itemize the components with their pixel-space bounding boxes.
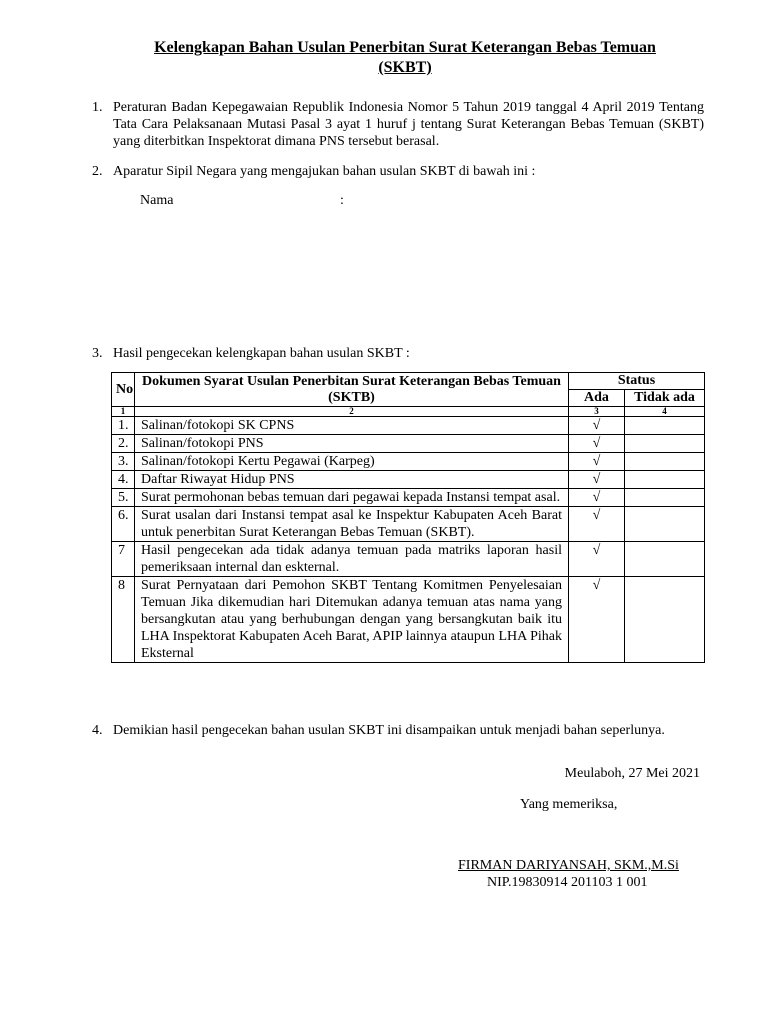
list-item-2 — [92, 163, 704, 180]
list-item-text: Hasil pengecekan kelengkapan bahan usulan SKBT : — [113, 346, 410, 361]
examiner-label: Yang memeriksa, — [520, 797, 618, 812]
row-document: Hasil pengecekan ada tidak adanya temuan pada matriks laporan hasil pemeriksaan internal dan eskternal. — [135, 542, 569, 577]
table-row — [112, 507, 705, 542]
index-cell: 2 — [135, 407, 569, 417]
table-row — [112, 471, 705, 489]
list-item-4 — [92, 721, 704, 740]
table-row — [112, 417, 705, 435]
row-tidak-ada — [624, 507, 704, 542]
table-row — [112, 489, 705, 507]
row-ada: √ — [568, 417, 624, 435]
row-number: 7 — [112, 542, 135, 577]
row-tidak-ada — [624, 417, 704, 435]
index-cell: 3 — [568, 407, 624, 417]
row-number: 6. — [112, 507, 135, 542]
row-document: Daftar Riwayat Hidup PNS — [135, 471, 569, 489]
row-document: Surat permohonan bebas temuan dari pegawai kepada Instansi tempat asal. — [135, 489, 569, 507]
row-tidak-ada — [624, 577, 704, 663]
header-status: Status — [568, 373, 704, 390]
nama-label: Nama — [140, 193, 174, 208]
table-row — [112, 435, 705, 453]
table-row — [112, 453, 705, 471]
row-ada: √ — [568, 489, 624, 507]
title-line-2: (SKBT) — [378, 59, 432, 76]
row-tidak-ada — [624, 489, 704, 507]
row-number: 5. — [112, 489, 135, 507]
list-item-text: Aparatur Sipil Negara yang mengajukan bahan usulan SKBT di bawah ini : — [113, 164, 536, 179]
row-ada: √ — [568, 453, 624, 471]
table-row — [112, 577, 705, 663]
place-date: Meulaboh, 27 Mei 2021 — [564, 766, 700, 781]
index-cell: 4 — [624, 407, 704, 417]
title-line-1: Kelengkapan Bahan Usulan Penerbitan Surat Keterangan Bebas Temuan — [154, 39, 656, 56]
row-number: 4. — [112, 471, 135, 489]
checklist-table — [111, 372, 705, 663]
list-item-number: 4. — [92, 723, 103, 738]
table-index-row — [112, 407, 705, 417]
row-tidak-ada — [624, 471, 704, 489]
header-tidak-ada: Tidak ada — [624, 390, 704, 407]
row-number: 2. — [112, 435, 135, 453]
row-number: 8 — [112, 577, 135, 663]
row-number: 1. — [112, 417, 135, 435]
row-ada: √ — [568, 435, 624, 453]
row-document: Surat usalan dari Instansi tempat asal ke Inspektur Kabupaten Aceh Barat untuk penerbitan Surat Keterangan Bebas Temuan (SKBT). — [135, 507, 569, 542]
header-document: Dokumen Syarat Usulan Penerbitan Surat Keterangan Bebas Temuan (SKTB) — [135, 373, 569, 407]
document-title — [100, 38, 710, 78]
list-item-1 — [92, 99, 704, 150]
row-tidak-ada — [624, 435, 704, 453]
list-item-number: 3. — [92, 346, 103, 361]
list-item-number: 1. — [92, 100, 103, 115]
row-ada: √ — [568, 542, 624, 577]
index-cell: 1 — [112, 407, 135, 417]
nama-colon: : — [340, 193, 344, 208]
row-ada: √ — [568, 507, 624, 542]
row-document: Salinan/fotokopi PNS — [135, 435, 569, 453]
row-tidak-ada — [624, 453, 704, 471]
list-item-number: 2. — [92, 164, 103, 179]
header-ada: Ada — [568, 390, 624, 407]
row-document: Surat Pernyataan dari Pemohon SKBT Tentang Komitmen Penyelesaian Temuan Jika dikemudian hari Ditemukan adanya temuan atas nama yang bersangkutan atau yang berhubungan dengan yang bersangkutan baik itu LHA Inspektorat Kabupaten Aceh Barat, APIP lainnya ataupun LHA Pihak Eksternal — [135, 577, 569, 663]
row-ada: √ — [568, 471, 624, 489]
table-header-row — [112, 373, 705, 390]
list-item-3 — [92, 345, 704, 362]
row-tidak-ada — [624, 542, 704, 577]
row-document: Salinan/fotokopi SK CPNS — [135, 417, 569, 435]
list-item-text: Demikian hasil pengecekan bahan usulan SKBT ini disampaikan untuk menjadi bahan seperlunya. — [113, 723, 665, 738]
row-document: Salinan/fotokopi Kertu Pegawai (Karpeg) — [135, 453, 569, 471]
signatory-nip: NIP.19830914 201103 1 001 — [487, 875, 648, 890]
list-item-text: Peraturan Badan Kepegawaian Republik Indonesia Nomor 5 Tahun 2019 tanggal 4 April 2019 Tentang Tata Cara Pelaksanaan Mutasi Pasal 3 ayat 1 huruf j tentang Surat Keterangan Bebas Temuan (SKBT) yang diterbitkan Inspektorat dimana PNS tersebut berasal. — [113, 100, 704, 149]
row-ada: √ — [568, 577, 624, 663]
row-number: 3. — [112, 453, 135, 471]
header-no: No — [112, 373, 135, 407]
signatory-name: FIRMAN DARIYANSAH, SKM.,M.Si — [458, 858, 679, 873]
table-row — [112, 542, 705, 577]
